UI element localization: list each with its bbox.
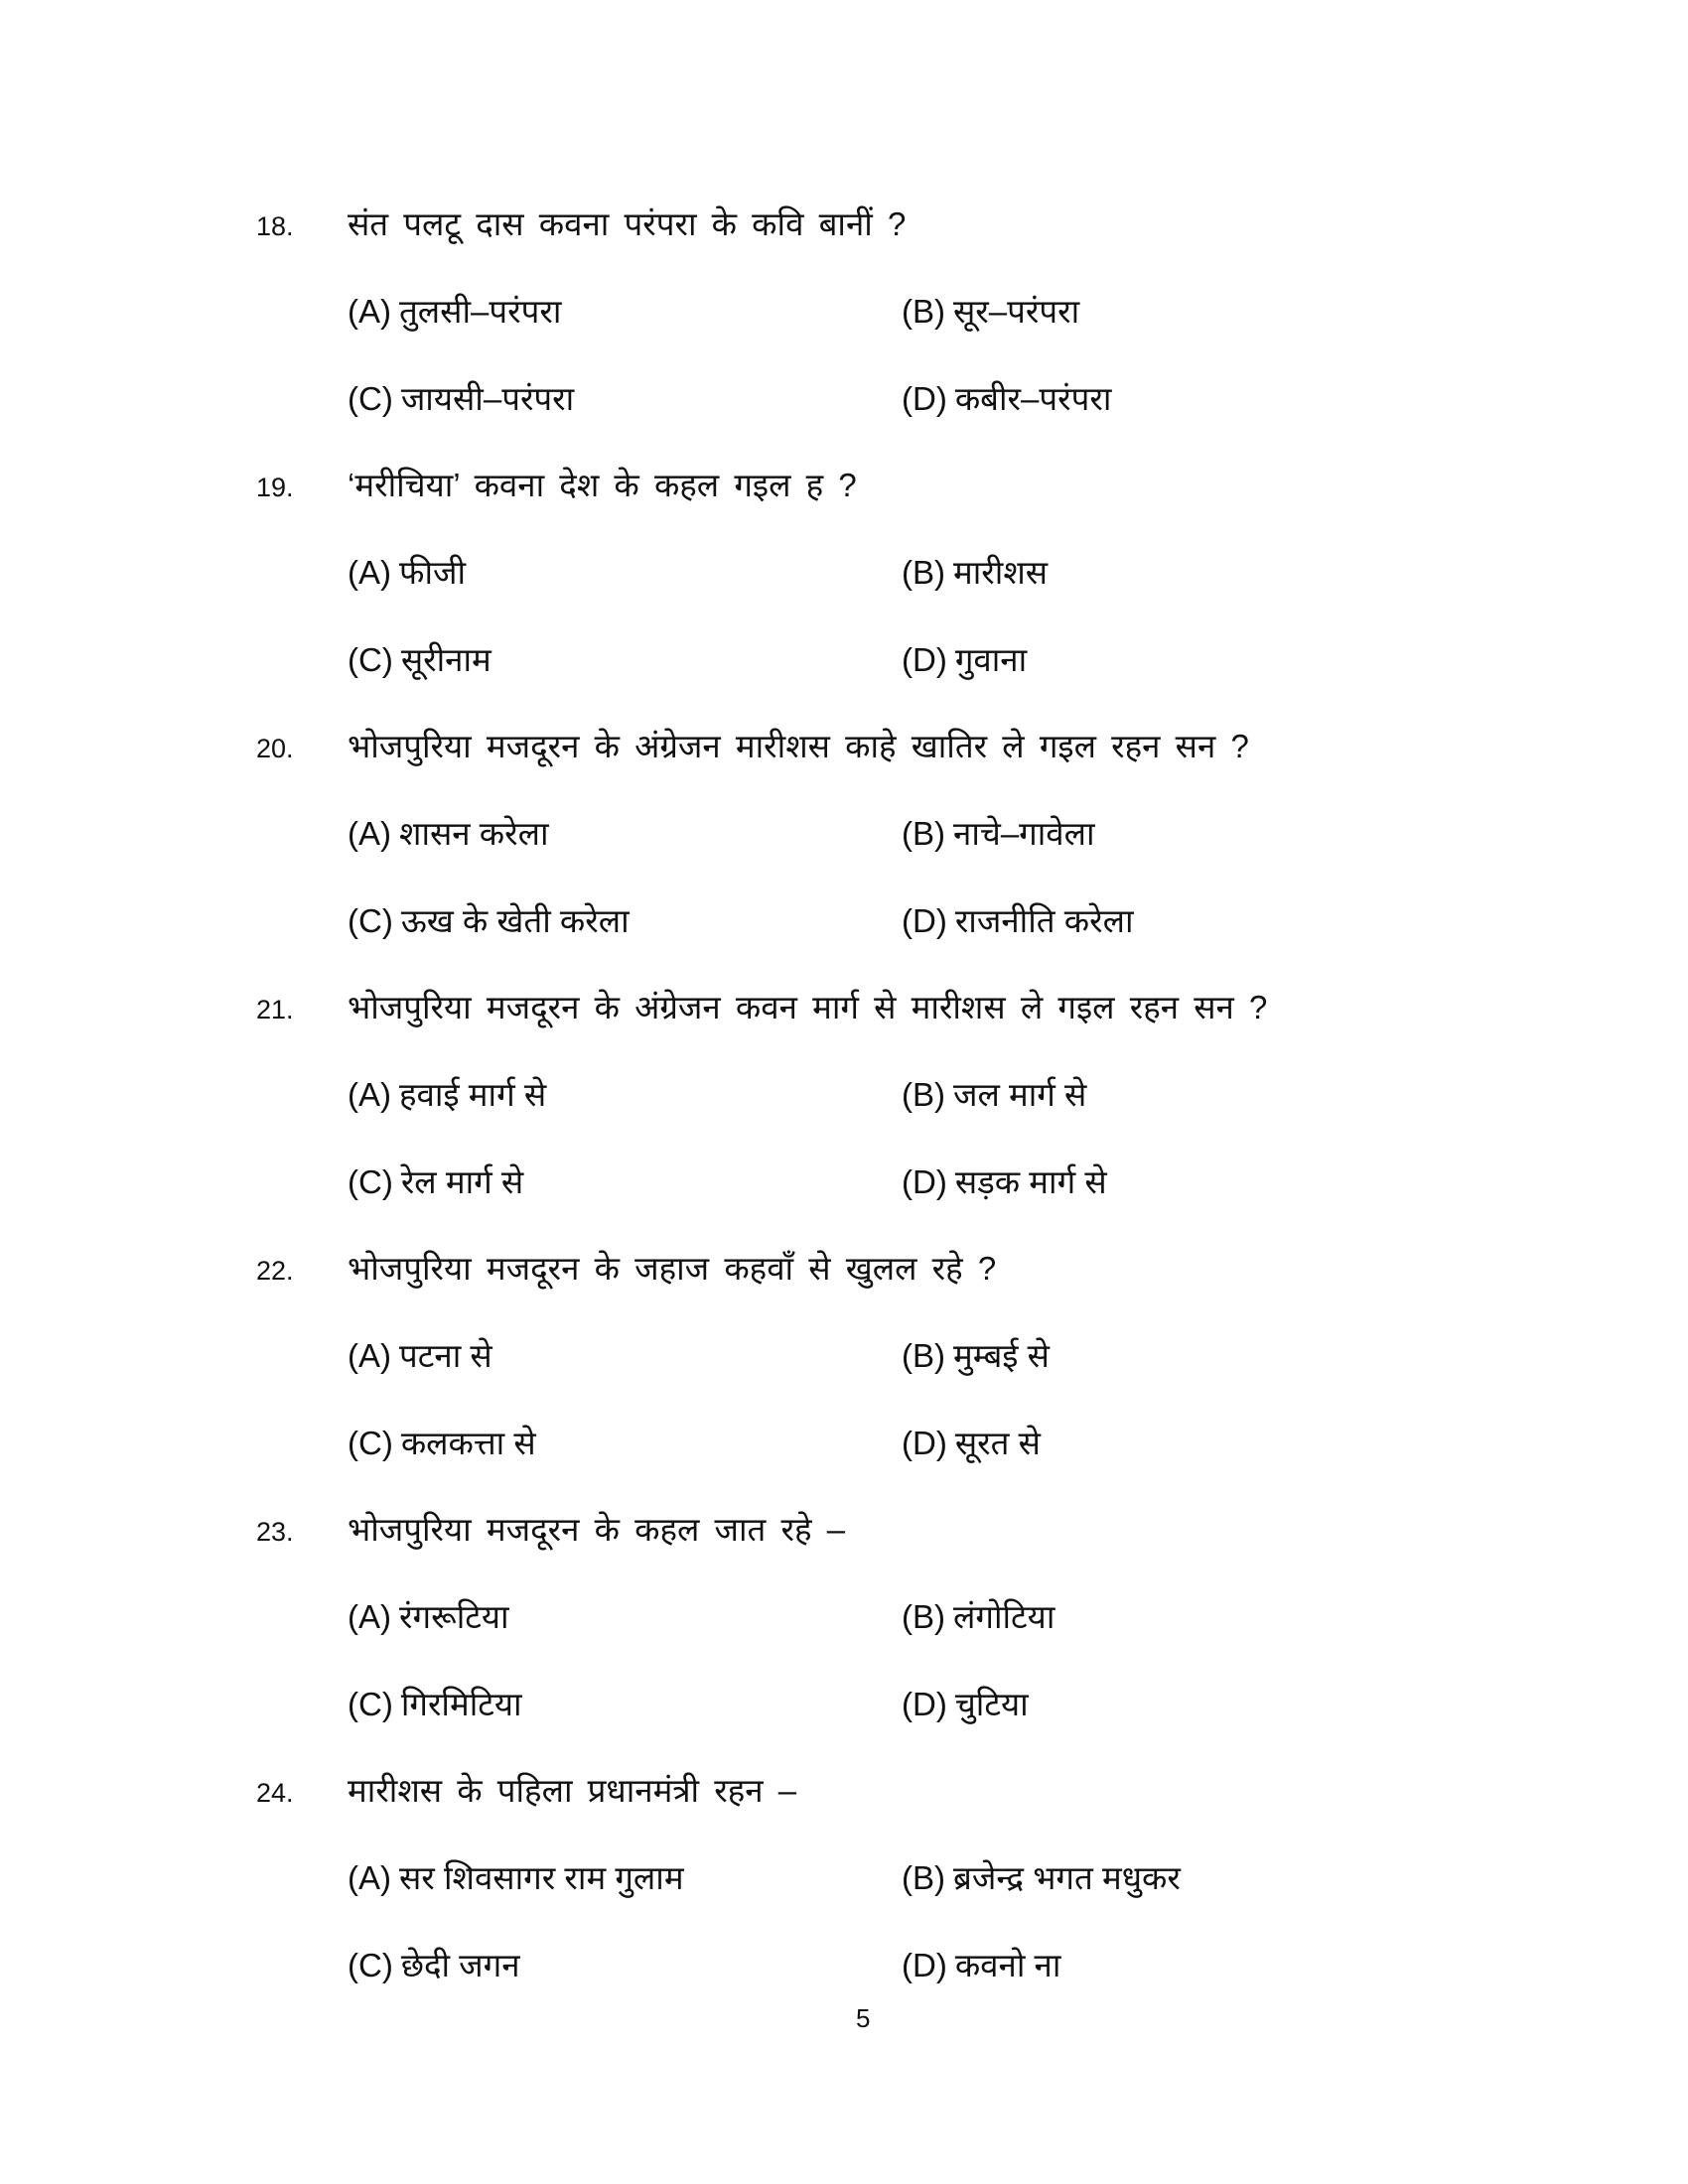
option-text: तुलसी–परंपरा: [399, 293, 562, 330]
option-label: (B): [902, 293, 945, 330]
option-label: (B): [902, 1859, 945, 1896]
answer-option: [348, 1944, 520, 1987]
answer-option: [348, 1073, 546, 1117]
option-label: (A): [348, 293, 391, 330]
option-label: (D): [902, 380, 947, 417]
option-text: पटना से: [399, 1337, 492, 1374]
option-label: (D): [902, 1425, 947, 1461]
option-label: (D): [902, 902, 947, 939]
answer-option: [348, 290, 561, 334]
answer-option: [902, 1160, 1107, 1204]
answer-option: [348, 638, 492, 682]
option-label: (A): [348, 1337, 391, 1374]
answer-option: [348, 1683, 522, 1726]
option-text: नाचे–गावेला: [953, 815, 1095, 852]
answer-option: [902, 1856, 1181, 1900]
option-text: छेदी जगन: [400, 1947, 520, 1983]
option-text: कलकत्ता से: [400, 1425, 536, 1461]
question-number: 18.: [256, 211, 294, 241]
option-label: (B): [902, 1337, 945, 1374]
question-item: [0, 729, 1688, 990]
option-label: (C): [348, 1947, 393, 1983]
answer-option: [348, 1856, 684, 1900]
option-text: जायसी–परंपरा: [400, 380, 575, 417]
option-text: मारीशस: [953, 554, 1049, 591]
question-number: 22.: [256, 1256, 294, 1286]
option-label: (B): [902, 554, 945, 591]
answer-option: [902, 1422, 1041, 1465]
option-label: (B): [902, 815, 945, 852]
option-text: सर शिवसागर राम गुलाम: [399, 1859, 684, 1896]
answer-option: [902, 812, 1095, 856]
option-label: (A): [348, 815, 391, 852]
option-text: रेल मार्ग से: [400, 1163, 524, 1200]
option-text: ब्रजेन्द्र भगत मधुकर: [953, 1859, 1181, 1896]
question-number: 20.: [256, 734, 294, 763]
question-number: 21.: [256, 995, 294, 1024]
answer-option: [348, 1422, 536, 1465]
option-label: (C): [348, 902, 393, 939]
option-label: (C): [348, 1425, 393, 1461]
option-label: (C): [348, 641, 393, 678]
answer-option: [902, 1073, 1086, 1117]
question-text: संत पलटू दास कवना परंपरा के कवि बानीं ?: [348, 205, 907, 242]
question-text: भोजपुरिया मजदूरन के जहाज कहवाँ से खुलल रहे ?: [348, 1250, 997, 1287]
option-label: (B): [902, 1076, 945, 1113]
answer-option: [902, 551, 1048, 595]
answer-option: [348, 377, 574, 421]
option-label: (C): [348, 1686, 393, 1722]
question-number: 19.: [256, 473, 294, 502]
answer-option: [902, 1944, 1060, 1987]
answer-option: [902, 1334, 1050, 1378]
answer-option: [348, 1595, 509, 1639]
question-number: 23.: [256, 1517, 294, 1547]
question-item: [0, 1512, 1688, 1773]
option-text: कवनो ना: [954, 1947, 1061, 1983]
option-text: कबीर–परंपरा: [954, 380, 1112, 417]
option-label: (C): [348, 1163, 393, 1200]
option-label: (D): [902, 1163, 947, 1200]
option-text: चुटिया: [954, 1686, 1029, 1722]
option-text: सूरत से: [954, 1425, 1041, 1461]
page-number: 5: [856, 2003, 871, 2033]
option-text: मुम्बई से: [953, 1337, 1050, 1374]
answer-option: [348, 1334, 492, 1378]
answer-option: [348, 812, 549, 856]
option-label: (D): [902, 1686, 947, 1722]
question-text: मारीशस के पहिला प्रधानमंत्री रहन –: [348, 1772, 797, 1809]
question-number: 24.: [256, 1778, 294, 1808]
option-label: (A): [348, 1076, 391, 1113]
option-text: सूर–परंपरा: [953, 293, 1080, 330]
option-text: रंगरूटिया: [399, 1598, 509, 1635]
option-label: (D): [902, 641, 947, 678]
option-text: सड़क मार्ग से: [954, 1163, 1107, 1200]
option-label: (A): [348, 1598, 391, 1635]
option-label: (A): [348, 554, 391, 591]
option-label: (B): [902, 1598, 945, 1635]
option-text: जल मार्ग से: [953, 1076, 1087, 1113]
option-text: फीजी: [399, 554, 467, 591]
answer-option: [902, 1683, 1029, 1726]
option-label: (A): [348, 1859, 391, 1896]
option-label: (D): [902, 1947, 947, 1983]
option-text: लंगोटिया: [953, 1598, 1055, 1635]
answer-option: [902, 638, 1027, 682]
question-text: भोजपुरिया मजदूरन के कहल जात रहे –: [348, 1511, 846, 1548]
question-item: [0, 468, 1688, 729]
question-text: ‘मरीचिया’ कवना देश के कहल गइल ह ?: [348, 467, 857, 503]
option-text: हवाई मार्ग से: [399, 1076, 547, 1113]
option-text: गुवाना: [954, 641, 1028, 678]
option-text: ऊख के खेती करेला: [400, 902, 630, 939]
answer-option: [348, 551, 466, 595]
option-label: (C): [348, 380, 393, 417]
answer-option: [902, 899, 1134, 943]
question-text: भोजपुरिया मजदूरन के अंग्रेजन कवन मार्ग से मारीशस ले गइल रहन सन ?: [348, 989, 1268, 1025]
option-text: राजनीति करेला: [954, 902, 1134, 939]
answer-option: [348, 1160, 523, 1204]
question-item: [0, 990, 1688, 1251]
question-item: [0, 1251, 1688, 1512]
question-text: भोजपुरिया मजदूरन के अंग्रेजन मारीशस काहे खातिर ले गइल रहन सन ?: [348, 728, 1249, 764]
answer-option: [348, 899, 630, 943]
answer-option: [902, 1595, 1055, 1639]
question-item: [0, 206, 1688, 468]
option-text: शासन करेला: [399, 815, 549, 852]
answer-option: [902, 290, 1079, 334]
option-text: गिरमिटिया: [400, 1686, 522, 1722]
answer-option: [902, 377, 1111, 421]
option-text: सूरीनाम: [400, 641, 492, 678]
question-item: [0, 1773, 1688, 2034]
